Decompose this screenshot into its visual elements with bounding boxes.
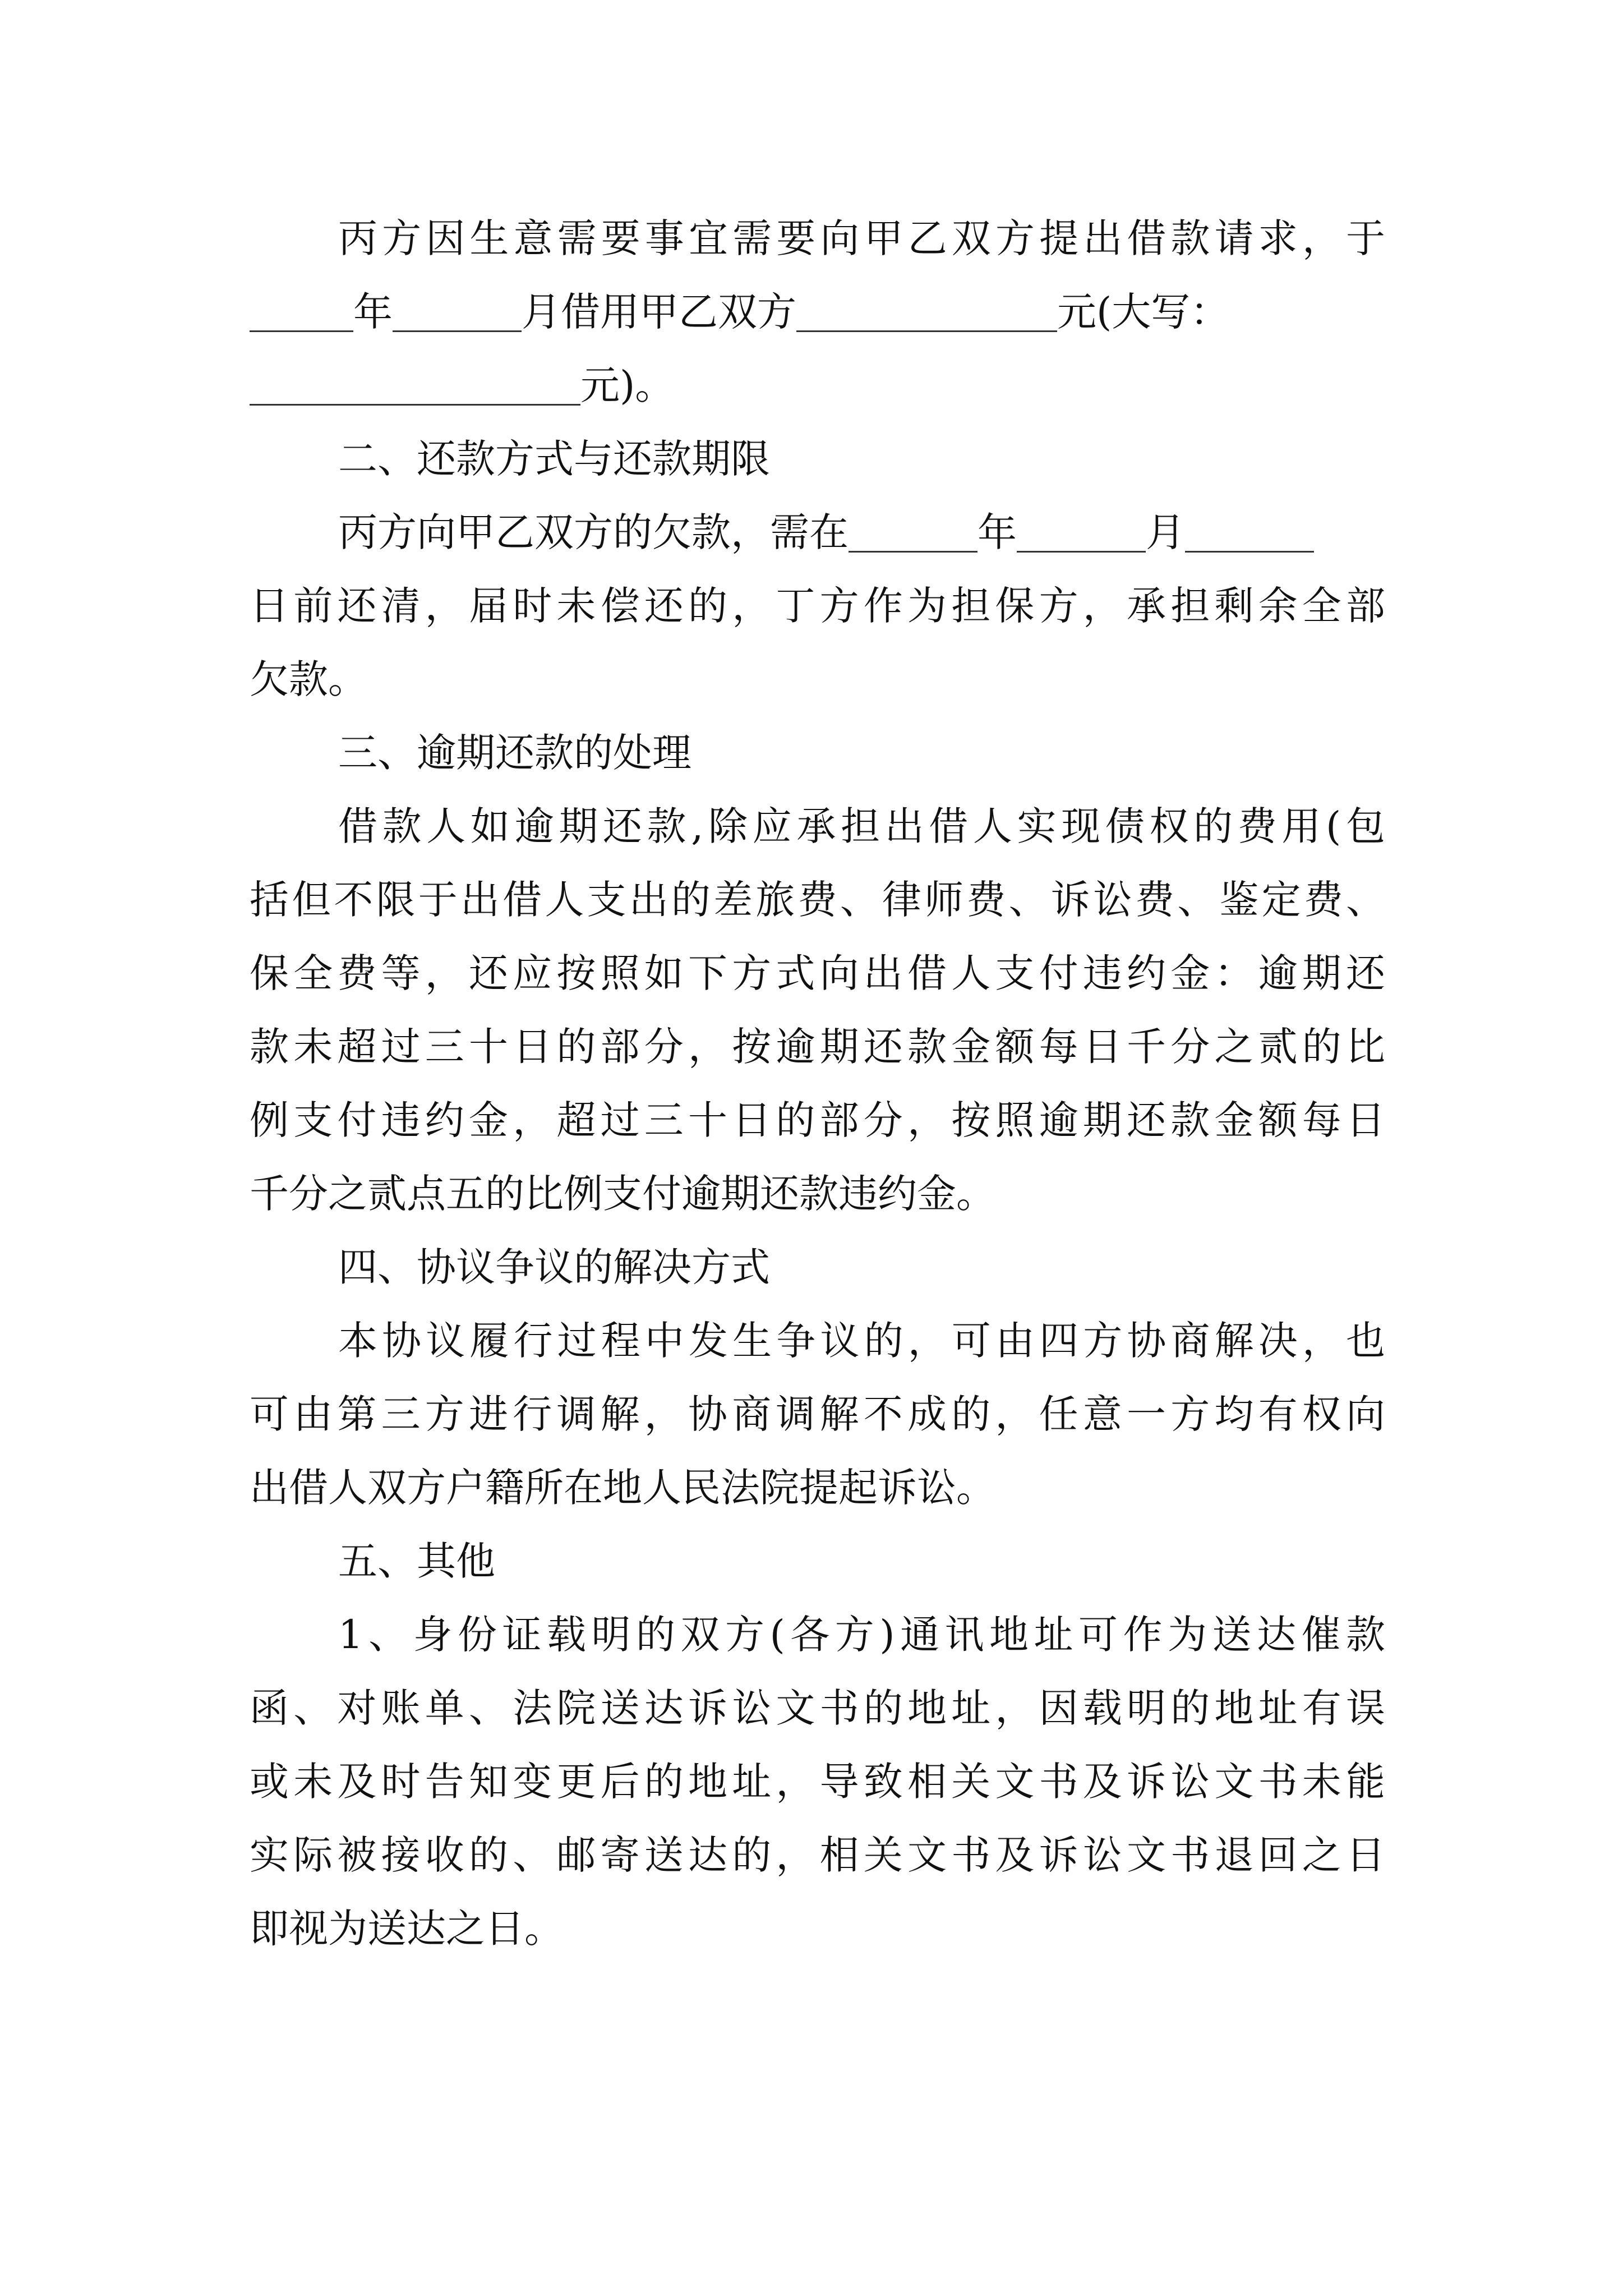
blank-day <box>1185 506 1314 553</box>
paragraph-line: 千分之贰点五的比例支付逾期还款违约金。 <box>250 1171 995 1217</box>
paragraph-line: 欠款。 <box>250 656 367 702</box>
text-segment: 丙方向甲乙双方的欠款，需在 <box>338 509 849 555</box>
paragraph-line: 括但不限于出借人支出的差旅费、律师费、诉讼费、鉴定费、 <box>250 877 1385 923</box>
section-heading: 五、其他 <box>338 1538 495 1584</box>
paragraph-line: 可由第三方进行调解，协商调解不成的，任意一方均有权向 <box>250 1391 1385 1437</box>
blank-year <box>849 506 978 553</box>
section-heading: 三、逾期还款的处理 <box>338 730 691 776</box>
paragraph-line: 即视为送达之日。 <box>250 1906 564 1952</box>
text-segment: 月 <box>1146 509 1185 555</box>
paragraph-line <box>250 352 1385 419</box>
paragraph-line: 款未超过三十日的部分，按逾期还款金额每日千分之贰的比 <box>250 1024 1385 1070</box>
paragraph-line <box>250 278 1385 346</box>
paragraph-line: 例支付违约金，超过三十日的部分，按照逾期还款金额每日 <box>250 1097 1385 1143</box>
text-segment: 元)。 <box>580 362 675 408</box>
blank-year <box>250 286 353 332</box>
paragraph-line: 保全费等，还应按照如下方式向出借人支付违约金：逾期还 <box>250 950 1385 996</box>
paragraph-line: 1、身份证载明的双方(各方)通讯地址可作为送达催款 <box>338 1612 1385 1658</box>
blank-amount-words <box>250 359 580 406</box>
paragraph-line: 或未及时告知变更后的地址，导致相关文书及诉讼文书未能 <box>250 1759 1385 1805</box>
blank-amount <box>796 286 1057 332</box>
blank-month <box>1017 506 1146 553</box>
section-heading: 二、还款方式与还款期限 <box>338 436 770 482</box>
text-segment: 年 <box>353 289 393 335</box>
text-segment: 元(大写： <box>1057 289 1230 335</box>
paragraph-line: 日前还清，届时未偿还的，丁方作为担保方，承担剩余全部 <box>250 583 1385 629</box>
paragraph-line: 出借人双方户籍所在地人民法院提起诉讼。 <box>250 1465 995 1511</box>
paragraph-line: 实际被接收的、邮寄送达的，相关文书及诉讼文书退回之日 <box>250 1832 1385 1878</box>
text-segment: 月借用甲乙双方 <box>522 289 796 335</box>
paragraph-line: 丙方因生意需要事宜需要向甲乙双方提出借款请求，于 <box>338 215 1385 261</box>
paragraph-line: 借款人如逾期还款,除应承担出借人实现债权的费用(包 <box>338 803 1385 849</box>
paragraph-line: 函、对账单、法院送达诉讼文书的地址，因载明的地址有误 <box>250 1685 1385 1731</box>
paragraph-line: 本协议履行过程中发生争议的，可由四方协商解决，也 <box>338 1318 1385 1364</box>
section-heading: 四、协议争议的解决方式 <box>338 1244 770 1290</box>
paragraph-line <box>250 499 1385 566</box>
text-segment: 年 <box>978 509 1017 555</box>
blank-month <box>393 286 522 332</box>
